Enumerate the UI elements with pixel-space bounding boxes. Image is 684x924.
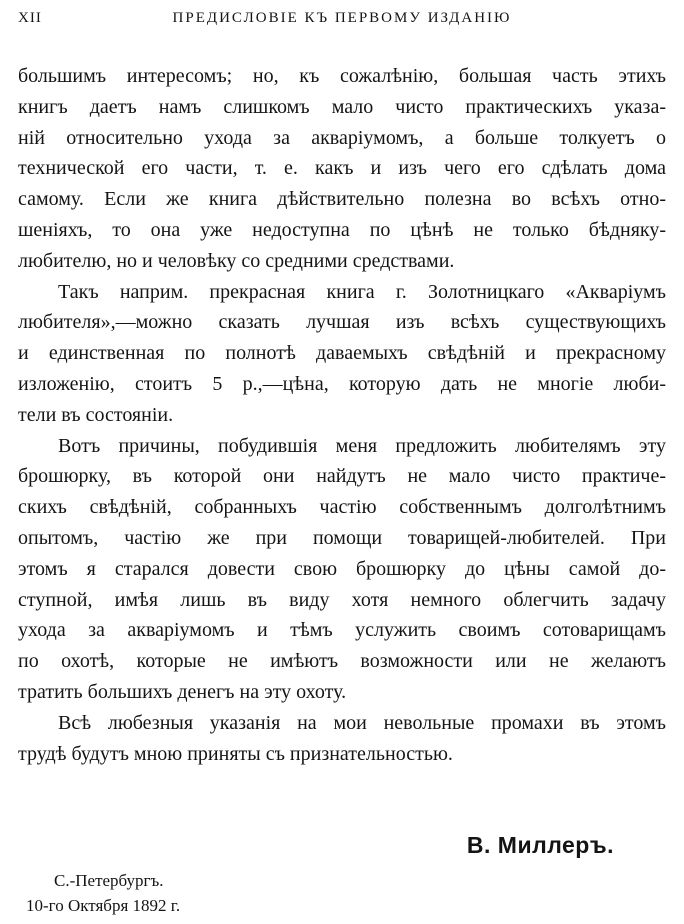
- text-line: этомъ я старался довести свою брошюрку до цѣны самой до-: [18, 557, 666, 580]
- text-line: по охотѣ, которые не имѣютъ возможности или не желаютъ: [18, 650, 666, 673]
- text-line: тратить большихъ денегъ на эту охоту.: [18, 680, 347, 703]
- place-text: С.-Петербургъ.: [54, 871, 164, 890]
- text-line: любителю, но и человѣку со средними средствами.: [18, 249, 455, 272]
- text-line: брошюрку, въ которой они найдутъ не мало чисто практиче-: [18, 465, 666, 488]
- text-line: Всѣ любезныя указанія на мои невольные промахи въ этомъ: [58, 711, 666, 734]
- text-line: ухода за акваріумомъ и тѣмъ услужить своимъ сотоварищамъ: [18, 619, 666, 642]
- text-line: изложенію, стоитъ 5 р.,—цѣна, которую дать не многіе люби-: [18, 372, 666, 395]
- text-line: тели въ состояніи.: [18, 403, 174, 426]
- running-title: ПРЕДИСЛОВІЕ КЪ ПЕРВОМУ ИЗДАНІЮ: [172, 10, 512, 26]
- text-line: и единственная по полнотѣ даваемыхъ свѣдѣній и прекрасному: [18, 342, 666, 365]
- text-line: технической его части, т. е. какъ и изъ чего его сдѣлать дома: [18, 157, 666, 180]
- text-line: Такъ наприм. прекрасная книга г. Золотницкаго «Акваріумъ: [58, 280, 666, 303]
- text-line: скихъ свѣдѣній, собранныхъ частію собственнымъ долголѣтнимъ: [18, 496, 666, 519]
- text-line: большимъ интересомъ; но, къ сожалѣнію, большая часть этихъ: [18, 65, 666, 87]
- text-line: любителя»,—можно сказать лучшая изъ всѣхъ существующихъ: [18, 311, 666, 334]
- page-number: XII: [18, 10, 42, 26]
- text-line: ступной, имѣя лишь въ виду хотя немного облегчить задачу: [18, 588, 666, 611]
- text-line: книгъ даетъ намъ слишкомъ мало чисто практическихъ указа-: [18, 95, 666, 118]
- date-text: 10-го Октября 1892 г.: [26, 896, 181, 915]
- place-and-date: [26, 868, 180, 918]
- body-text: [18, 61, 666, 769]
- text-line: опытомъ, частію же при помощи товарищей-любителей. При: [18, 526, 666, 549]
- text-line: Вотъ причины, побудившія меня предложить любителямъ эту: [58, 434, 666, 457]
- author-signature: В. Миллеръ.: [466, 832, 614, 858]
- text-line: ній относительно ухода за акваріумомъ, а больше толкуетъ о: [18, 126, 666, 149]
- text-line: самому. Если же книга дѣйствительно полезна во всѣхъ отно-: [18, 188, 666, 211]
- running-header: [18, 10, 666, 34]
- text-line: трудѣ будутъ мною приняты съ признательностью.: [18, 742, 453, 765]
- text-line: шеніяхъ, то она уже недоступна по цѣнѣ не только бѣдняку-: [18, 218, 666, 241]
